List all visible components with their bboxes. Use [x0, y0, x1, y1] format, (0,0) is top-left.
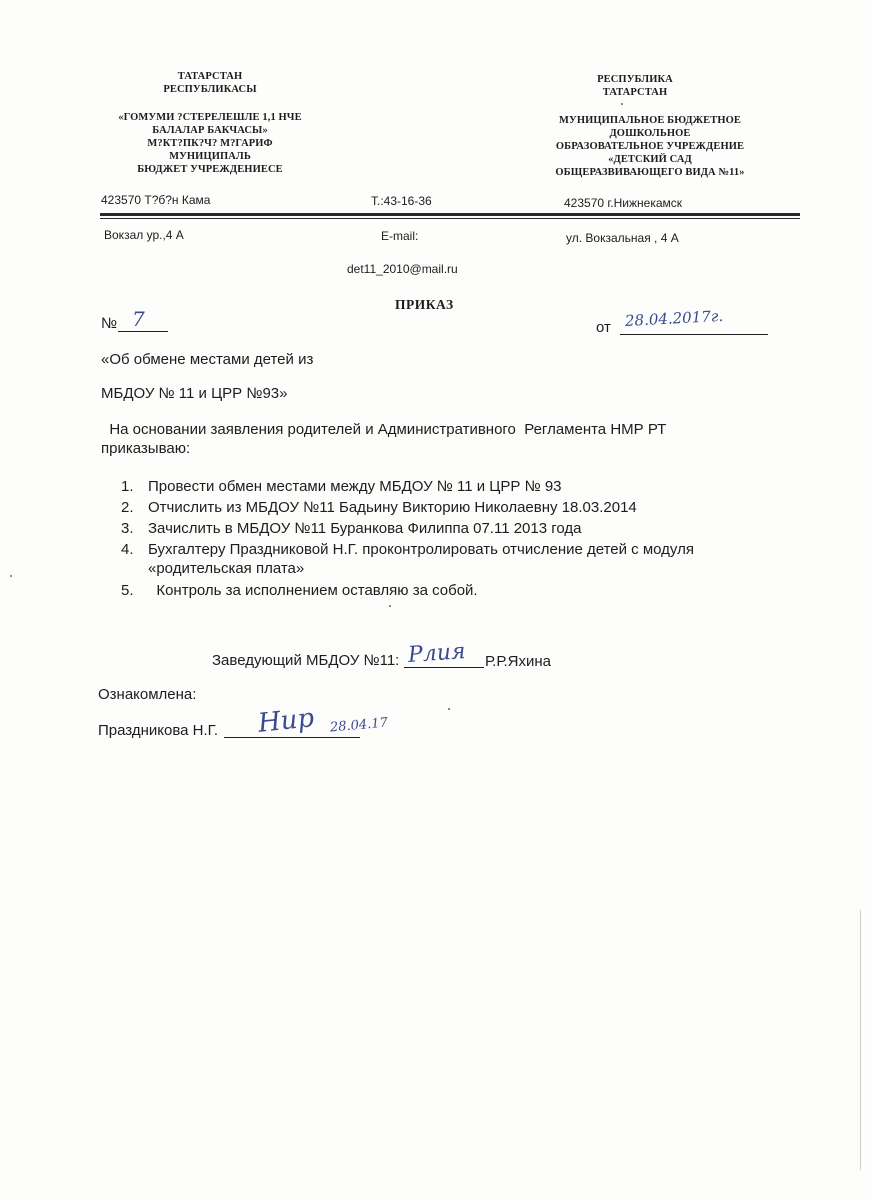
header-right-organization — [535, 114, 765, 179]
list-item — [121, 540, 738, 578]
head-name: Р.Р.Яхина — [485, 653, 552, 670]
order-number-value: 7 — [132, 307, 145, 331]
accountant-signature-line — [224, 737, 360, 738]
document-title: ПРИКАЗ — [395, 297, 454, 312]
email-label: E-mail: — [381, 229, 419, 243]
header-left-org-line5: БЮДЖЕТ УЧРЕЖДЕНИЕСЕ — [137, 164, 283, 175]
accountant-signature: Нир — [256, 703, 316, 739]
scan-edge-mark — [860, 910, 861, 1170]
list-item — [121, 498, 761, 517]
header-right-org-line4: «ДЕТСКИЙ САД — [608, 154, 692, 165]
order-date-value: 28.04.2017г. — [624, 306, 724, 330]
list-item-text: Контроль за исполнением оставляю за собой. — [148, 582, 478, 599]
head-signature-label: Заведующий МБДОУ №11: — [212, 652, 400, 669]
list-item-text: Зачислить в МБДОУ №11 Буранкова Филиппа 07.11 2013 года — [148, 520, 582, 537]
scan-speck — [621, 103, 623, 105]
header-right-org-line1: МУНИЦИПАЛЬНОЕ БЮДЖЕТНОЕ — [559, 115, 741, 126]
header-left-line1: ТАТАРСТАН — [177, 71, 243, 82]
address-right-2: ул. Вокзальная , 4 А — [566, 231, 679, 245]
order-date-label: от — [596, 319, 611, 336]
header-right-org-line5: ОБЩЕРАЗВИВАЮЩЕГО ВИДА №11» — [555, 167, 745, 178]
list-item-number: 1. — [121, 478, 134, 495]
head-signature: Рлия — [407, 639, 467, 668]
list-item-number: 4. — [121, 541, 134, 558]
header-left-organization — [100, 111, 320, 176]
accountant-label: Праздникова Н.Г. — [98, 722, 219, 739]
scan-speck — [10, 575, 12, 577]
order-subject-line2: МБДОУ № 11 и ЦРР №93» — [101, 385, 288, 402]
scan-speck — [389, 605, 391, 607]
order-items-list — [121, 477, 761, 600]
header-divider-thin — [100, 218, 800, 219]
list-item-number: 5. — [121, 582, 134, 599]
acquainted-label: Ознакомлена: — [98, 686, 197, 703]
order-date-line — [620, 334, 768, 335]
address-right-1: 423570 г.Нижнекамск — [564, 196, 683, 210]
header-right-org-line3: ОБРАЗОВАТЕЛЬНОЕ УЧРЕЖДЕНИЕ — [555, 141, 745, 152]
header-left-line2: РЕСПУБЛИКАСЫ — [163, 84, 257, 95]
scan-speck — [448, 708, 450, 710]
order-subject-line1: «Об обмене местами детей из — [101, 351, 314, 368]
header-divider-thick — [100, 213, 800, 216]
order-number-line — [118, 331, 168, 332]
header-right-republic — [575, 73, 695, 99]
list-item-number: 3. — [121, 520, 134, 537]
header-left-org-line2: БАЛАЛАР БАКЧАСЫ» — [152, 125, 268, 136]
header-right-line1: РЕСПУБЛИКА — [597, 74, 673, 85]
header-left-org-line4: МУНИЦИПАЛЬ — [169, 151, 251, 162]
address-left-2: Вокзал ур.,4 А — [104, 228, 184, 242]
list-item-text: Бухгалтеру Праздниковой Н.Г. проконтролировать отчисление детей с модуля «родительская плата» — [148, 541, 694, 577]
list-item-text: Отчислить из МБДОУ №11 Бадьину Викторию Николаевну 18.03.2014 — [148, 499, 637, 516]
phone-number: Т.:43-16-36 — [371, 194, 432, 208]
order-number-label: № — [101, 315, 118, 332]
accountant-signature-date: 28.04.17 — [329, 715, 389, 736]
header-left-org-line1: «ГОМУМИ ?СТЕРЕЛЕШЛЕ 1,1 НЧЕ — [118, 112, 302, 123]
order-basis: На основании заявления родителей и Административного Регламента НМР РТ приказываю: — [101, 421, 671, 457]
header-left-org-line3: М?КТ?ПК?Ч? М?ГАРИФ — [147, 138, 273, 149]
header-right-line2: ТАТАРСТАН — [602, 87, 668, 98]
list-item — [121, 519, 761, 538]
header-left-republic — [150, 70, 270, 96]
list-item-number: 2. — [121, 499, 134, 516]
list-item — [121, 477, 761, 496]
email-address: det11_2010@mail.ru — [347, 262, 458, 276]
list-item-text: Провести обмен местами между МБДОУ № 11 и ЦРР № 93 — [148, 478, 562, 495]
list-item — [121, 581, 761, 600]
address-left-1: 423570 Т?б?н Кама — [101, 193, 211, 207]
header-right-org-line2: ДОШКОЛЬНОЕ — [609, 128, 691, 139]
